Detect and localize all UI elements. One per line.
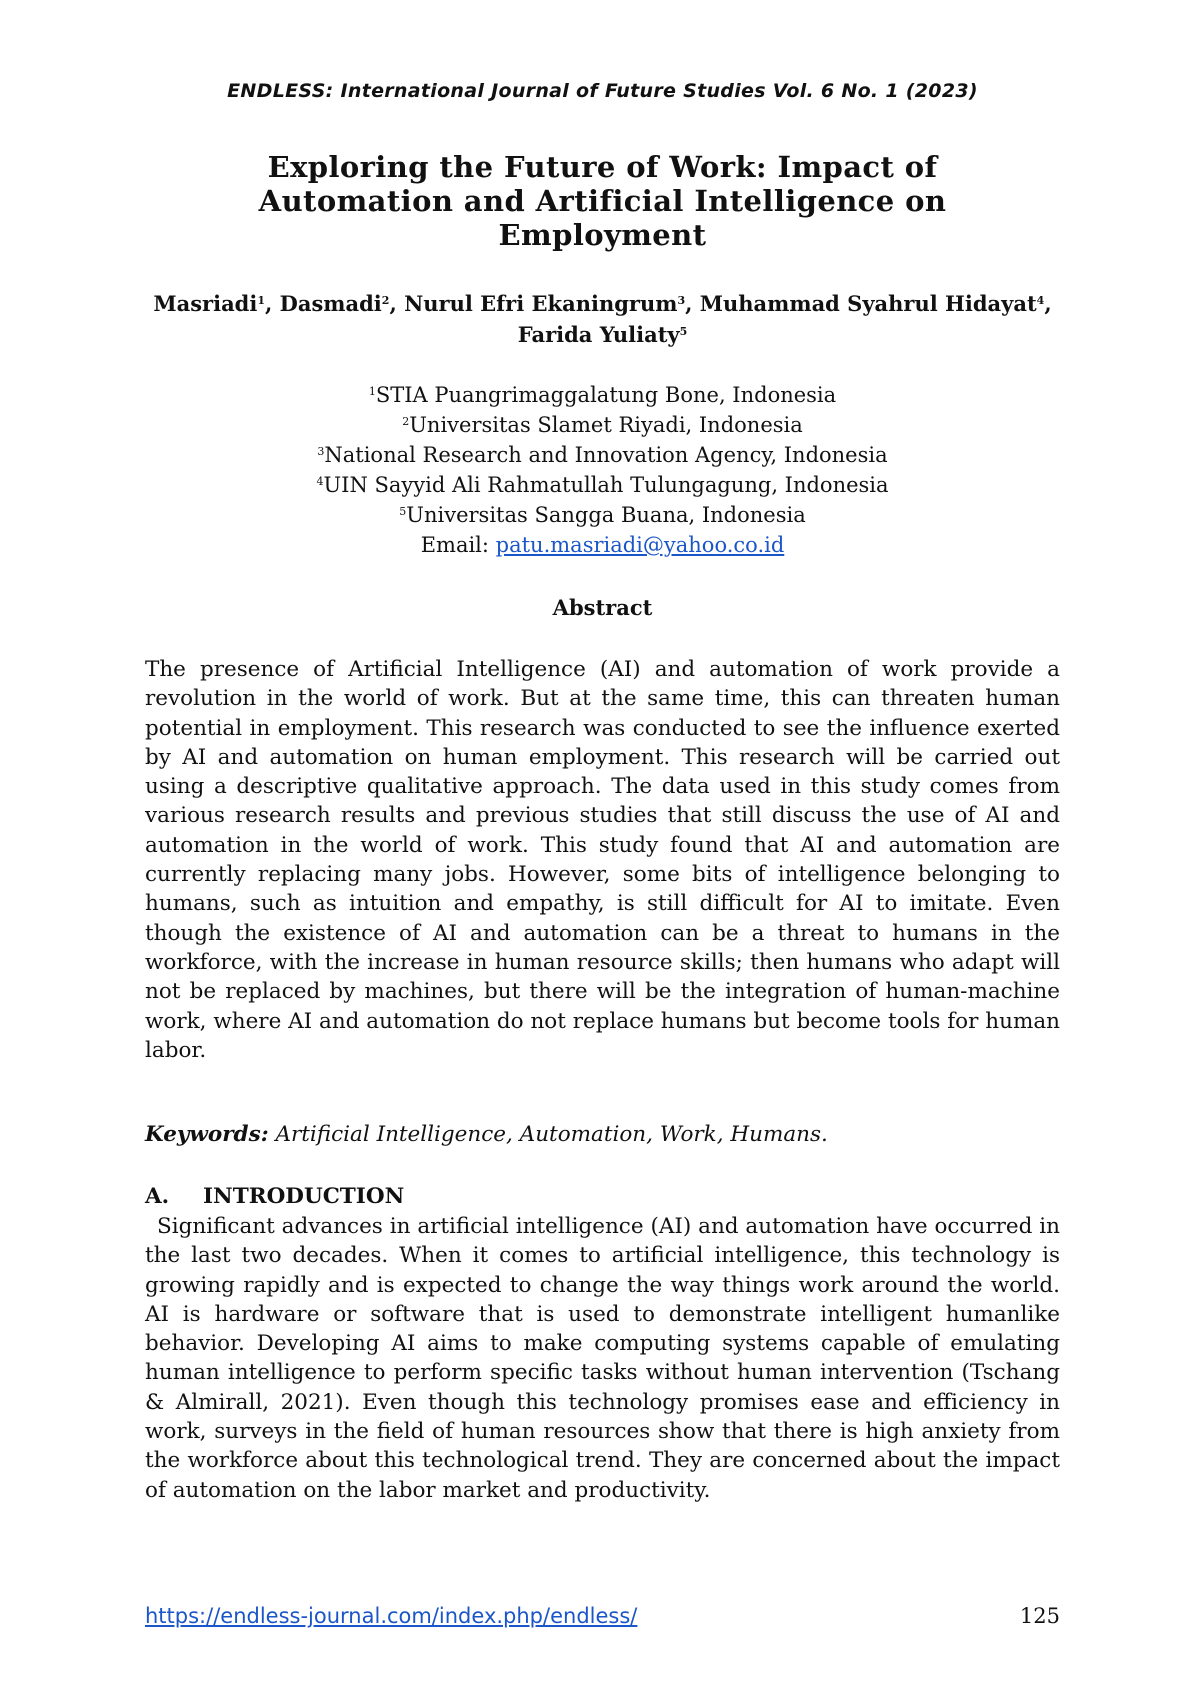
article-title: Exploring the Future of Work: Impact of Automation and Artificial Intelligence on Employment bbox=[258, 150, 947, 252]
affiliation-item: $^4$UIN Sayyid Ali Rahmatullah Tulungagung, Indonesia bbox=[316, 473, 889, 497]
email-link[interactable]: patu.masriadi@yahoo.co.id bbox=[495, 533, 785, 557]
email-line bbox=[145, 530, 1060, 560]
page-number: 125 bbox=[1019, 1604, 1060, 1628]
email-label: Email: bbox=[420, 533, 496, 557]
affiliation-list bbox=[145, 380, 1060, 560]
introduction-text: Significant advances in artificial intelligence (AI) and automation have occurred in the last two decades. When it comes to artificial intelligence, this technology is growing rapidly and is expected to change the way things work around the world. AI is hardware or software that is used to demonstrate intelligent humanlike behavior. Developing AI aims to make computing systems capable of emulating human intelligence to perform specific tasks without human intervention (Tschang & Almirall, 2021). Even though this technology promises ease and efficiency in work, surveys in the field of human resources show that there is high anxiety from the workforce about this technological trend. They are concerned about the impact of automation on the labor market and productivity. bbox=[145, 1214, 1060, 1503]
section-heading-introduction bbox=[145, 1184, 1060, 1209]
author-mark: 1 bbox=[257, 294, 266, 307]
author-mark: 2 bbox=[381, 294, 390, 307]
author-list bbox=[145, 288, 1060, 350]
author-line-1: Masriadi$^1$, Dasmadi$^2$, Nurul Efri Ekaningrum$^3$, Muhammad Syahrul Hidayat$^4$, bbox=[153, 291, 1052, 316]
introduction-body bbox=[145, 1212, 1060, 1505]
journal-running-header: ENDLESS: International Journal of Future Studies Vol. 6 No. 1 (2023) bbox=[227, 80, 978, 102]
author-mark: 5 bbox=[679, 325, 688, 338]
author-name: Nurul Efri Ekaningrum bbox=[404, 291, 678, 316]
affiliation-item: $^5$Universitas Sangga Buana, Indonesia bbox=[399, 503, 806, 527]
affiliation-item: $^1$STIA Puangrimaggalatung Bone, Indonesia bbox=[368, 383, 837, 407]
paper-page bbox=[145, 0, 1060, 1698]
affiliation-item: $^2$Universitas Slamet Riyadi, Indonesia bbox=[402, 413, 803, 437]
author-name: Masriadi bbox=[153, 291, 258, 316]
author-mark: 3 bbox=[677, 294, 686, 307]
author-mark: 4 bbox=[1036, 294, 1045, 307]
abstract-heading: Abstract bbox=[552, 595, 653, 620]
author-line-2 bbox=[145, 319, 1060, 350]
keywords-text: Artificial Intelligence, Automation, Work, Humans. bbox=[268, 1122, 828, 1147]
author-name: Dasmadi bbox=[279, 291, 382, 316]
footer-journal-link[interactable]: https://endless-journal.com/index.php/endless/ bbox=[145, 1604, 638, 1628]
author-name: Farida Yuliaty bbox=[517, 322, 680, 347]
keywords-line bbox=[145, 1122, 1060, 1147]
abstract-text: The presence of Artificial Intelligence (AI) and automation of work provide a revolution in the world of work. But at the same time, this can threaten human potential in employment. This research was conducted to see the influence exerted by AI and automation on human employment. This research will be carried out using a descriptive qualitative approach. The data used in this study comes from various research results and previous studies that still discuss the use of AI and automation in the world of work. This study found that AI and automation are currently replacing many jobs. However, some bits of intelligence belonging to humans, such as intuition and empathy, is still difficult for AI to imitate. Even though the existence of AI and automation can be a threat to humans in the workforce, with the increase in human resource skills; then humans who adapt will not be replaced by machines, but there will be the integration of human-machine work, where AI and automation do not replace humans but become tools for human labor. bbox=[145, 657, 1060, 1063]
abstract-body bbox=[145, 655, 1060, 1065]
section-title: INTRODUCTION bbox=[203, 1184, 405, 1209]
section-number: A. bbox=[145, 1184, 170, 1209]
author-name: Muhammad Syahrul Hidayat bbox=[699, 291, 1037, 316]
keywords-label: Keywords: bbox=[145, 1122, 269, 1147]
affiliation-item: $^3$National Research and Innovation Agency, Indonesia bbox=[317, 443, 888, 467]
